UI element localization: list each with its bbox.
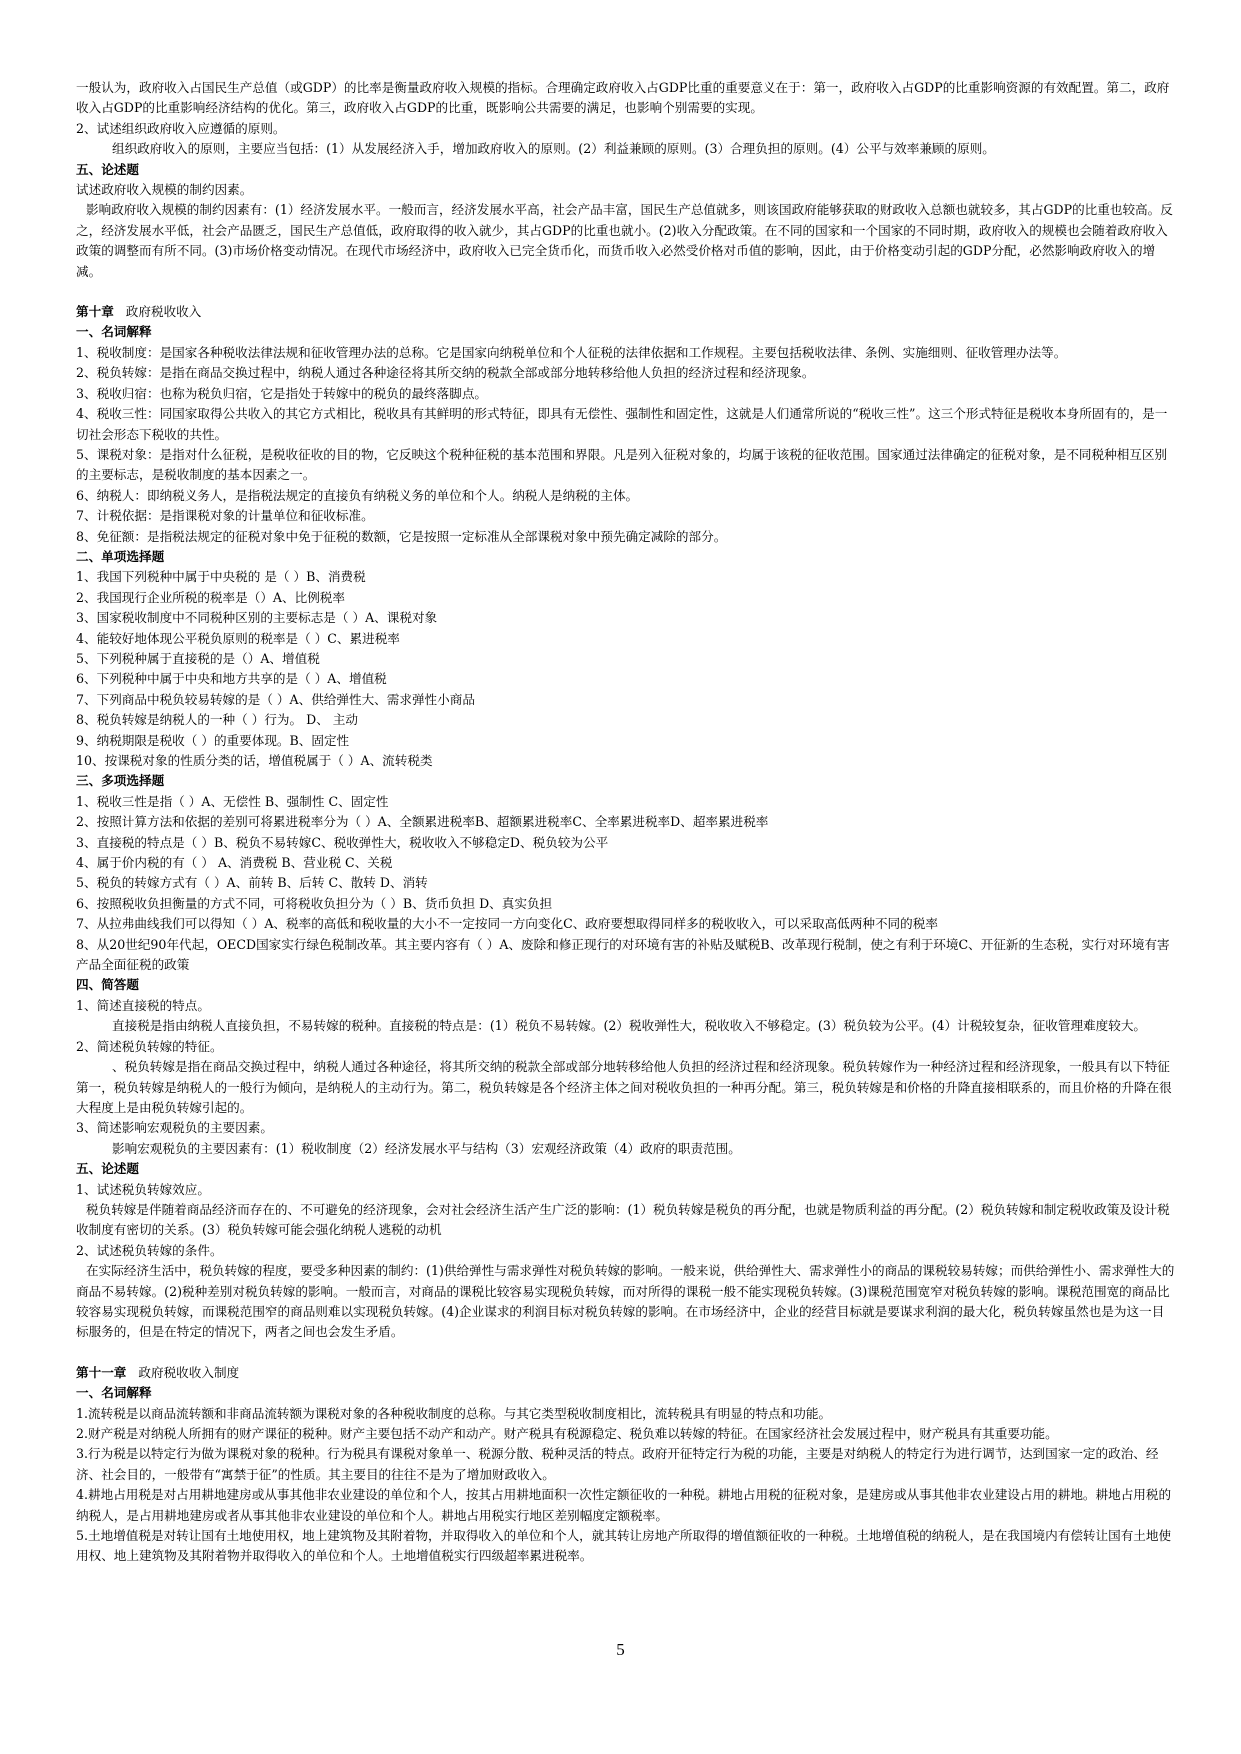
chapter-11-heading <box>76 1363 1175 1383</box>
page-number: 5 <box>616 1640 625 1659</box>
ch10-term-item: 7、计税依据：是指课税对象的计量单位和征收标准。 <box>76 508 374 524</box>
ch10-multi-choice-item: 4、属于价内税的有（ ） A、消费税 B、营业税 C、关税 <box>76 855 393 871</box>
essay-answer: 影响政府收入规模的制约因素有：(1）经济发展水平。一般而言，经济发展水平高，社会产品丰富，国民生产总值就多，则该国政府能够获取的财政收入总额也就较多，其占GDP的比重也较高。反之，经济发展水平低，社会产品匮乏，国民生产总值低，政府取得的收入就少，其占GDP的比重也就小。(2)收入分配政策。在不同的国家和一个国家的不同时期，政府收入的规模也会随着政府收入政策的调整而有所不同。(3)市场价格变动情况。在现代市场经济中，政府收入已完全货币化，而货币收入必然受价格对币值的影响，因此，由于价格变动引起的GDP分配，必然影响政府收入的增减。 <box>76 202 1173 279</box>
ch10-short-answer-1: 直接税是指由纳税人直接负担，不易转嫁的税种。直接税的特点是：(1）税负不易转嫁。(2）税收弹性大，税收收入不够稳定。(3）税负较为公平。(4）计税较复杂，征收管理难度较大。 <box>112 1018 1147 1034</box>
ch10-short-question-3: 3、简述影响宏观税负的主要因素。 <box>76 1120 273 1136</box>
ch10-section-multi-choice: 三、多项选择题 <box>76 773 165 789</box>
ch10-single-choice-item: 9、纳税期限是税收（ ）的重要体现。B、固定性 <box>76 732 350 748</box>
ch10-single-choice-item: 1、我国下列税种中属于中央税的 是（ ）B、消费税 <box>76 569 366 585</box>
ch10-multi-choice-item: 3、直接税的特点是（ ）B、税负不易转嫁C、税收弹性大，税收收入不够稳定D、税负较为公平 <box>76 834 609 850</box>
chapter-11-title: 政府税收收入制度 <box>138 1364 240 1380</box>
ch11-term-item: 4.耕地占用税是对占用耕地建房或从事其他非农业建设的单位和个人，按其占用耕地面积一次性定额征收的一种税。耕地占用税的征税对象，是建房或从事其他非农业建设占用的耕地。耕地占用税的纳税人，是占用耕地建房或者从事其他非农业建设的单位和个人。耕地占用税实行地区差别幅度定额税率。 <box>76 1487 1172 1523</box>
question-2: 2、试述组织政府收入应遵循的原则。 <box>76 120 286 136</box>
ch10-single-choice-item: 7、下列商品中税负较易转嫁的是（ ）A、供给弹性大、需求弹性小商品 <box>76 691 475 707</box>
chapter-10-title: 政府税收收入 <box>125 304 202 320</box>
ch10-short-answer-2: 、税负转嫁是指在商品交换过程中，纳税人通过各种途径，将其所交纳的税款全部或部分地转移给他人负担的经济过程和经济现象。税负转嫁作为一种经济过程和经济现象，一般具有以下特征 第一，税负转嫁是纳税人的一般行为倾向，是纳税人的主动行为。第二，税负转嫁是各个经济主体之间对税收负担的一种再分配。第三，税负转嫁是和价格的升降直接相联系的，而且价格的升降在很大程度上是由税负转嫁引起的。 <box>76 1059 1172 1115</box>
answer-2: 组织政府收入的原则，主要应当包括：(1）从发展经济入手，增加政府收入的原则。(2）利益兼顾的原则。(3）合理负担的原则。(4）公平与效率兼顾的原则。 <box>112 141 995 157</box>
chapter-11-number: 第十一章 <box>76 1364 127 1380</box>
ch10-single-choice-item: 3、国家税收制度中不同税种区别的主要标志是（ ）A、课税对象 <box>76 610 438 626</box>
ch10-single-choice-item: 10、按课税对象的性质分类的话，增值税属于（ ）A、流转税类 <box>76 753 433 768</box>
ch10-term-item: 8、免征额：是指税法规定的征税对象中免于征税的数额，它是按照一定标准从全部课税对象中预先确定减除的部分。 <box>76 528 727 544</box>
ch10-single-choice-item: 4、能较好地体现公平税负原则的税率是（ ）C、累进税率 <box>76 630 400 646</box>
ch10-multi-choice-item: 6、按照税收负担衡量的方式不同，可将税收负担分为（ ）B、货币负担 D、真实负担 <box>76 895 553 911</box>
ch10-term-item: 3、税收归宿：也称为税负归宿，它是指处于转嫁中的税负的最终落脚点。 <box>76 385 488 401</box>
ch10-short-answer-3: 影响宏观税负的主要因素有：(1）税收制度（2）经济发展水平与结构（3）宏观经济政策（4）政府的职责范围。 <box>112 1140 741 1156</box>
ch10-essay-question-2: 2、试述税负转嫁的条件。 <box>76 1242 223 1258</box>
ch11-term-item: 2.财产税是对纳税人所拥有的财产课征的税种。财产主要包括不动产和动产。财产税具有税源稳定、税负难以转嫁的特征。在国家经济社会发展过程中，财产税具有其重要功能。 <box>76 1426 1058 1441</box>
ch10-multi-choice-item: 2、按照计算方法和依据的差别可将累进税率分为（ ）A、全额累进税率B、超额累进税率C、全率累进税率D、超率累进税率 <box>76 814 769 830</box>
chapter-10-heading <box>76 302 1175 322</box>
ch10-essay-answer-1: 税负转嫁是伴随着商品经济而存在的、不可避免的经济现象，会对社会经济生活产生广泛的影响：(1）税负转嫁是税负的再分配，也就是物质利益的再分配。(2）税负转嫁和制定税收政策及设计税收制度有密切的关系。(3）税负转嫁可能会强化纳税人逃税的动机 <box>76 1201 1170 1238</box>
ch10-term-item: 5、课税对象：是指对什么征税，是税收征收的目的物，它反映这个税种征税的基本范围和界限。凡是列入征税对象的，均属于该税的征收范围。国家通过法律确定的征税对象，是不同税种相互区别的主要标志，是税收制度的基本因素之一。 <box>76 446 1168 483</box>
ch10-term-item: 4、税收三性：同国家取得公共收入的其它方式相比，税收具有其鲜明的形式特征，即具有无偿性、强制性和固定性，这就是人们通常所说的“税收三性”。这三个形式特征是税收本身所固有的，是一切社会形态下税收的共性。 <box>76 406 1168 442</box>
ch10-short-question-1: 1、简述直接税的特点。 <box>76 997 210 1013</box>
ch10-essay-question-1: 1、试述税负转嫁效应。 <box>76 1181 210 1197</box>
ch10-single-choice-item: 6、下列税种中属于中央和地方共享的是（ ）A、增值税 <box>76 671 387 687</box>
ch10-section-single-choice: 二、单项选择题 <box>76 548 165 564</box>
spacer <box>76 1343 1175 1363</box>
ch10-single-choice-item: 5、下列税种属于直接税的是（）A、增值税 <box>76 650 320 666</box>
chapter-10-number: 第十章 <box>76 304 114 320</box>
ch10-short-question-2: 2、简述税负转嫁的特征。 <box>76 1038 223 1054</box>
ch10-essay-answer-2: 在实际经济生活中，税负转嫁的程度，要受多种因素的制约：(1)供给弹性与需求弹性对税负转嫁的影响。一般来说，供给弹性大、需求弹性小的商品的课税较易转嫁；而供给弹性小、需求弹性大的商品不易转嫁。(2)税种差别对税负转嫁的影响。一般而言，对商品的课税比较容易实现税负转嫁，而对所得的课税一般不能实现税负转嫁。(3)课税范围宽窄对税负转嫁的影响。课税范围宽的商品比较容易实现税负转嫁，而课税范围窄的商品则难以实现税负转嫁。(4)企业谋求的利润目标对税负转嫁的影响。在市场经济中，企业的经营目标就是要谋求利润的最大化，税负转嫁虽然也是为这一目标服务的，但是在特定的情况下，两者之间也会发生矛盾。 <box>76 1263 1175 1340</box>
section-heading-essay: 五、论述题 <box>76 161 139 177</box>
ch10-section-short-answer: 四、简答题 <box>76 977 139 993</box>
ch10-single-choice-item: 2、我国现行企业所税的税率是（）A、比例税率 <box>76 589 345 605</box>
ch10-multi-choice-item: 5、税负的转嫁方式有（ ）A、前转 B、后转 C、散转 D、消转 <box>76 875 428 891</box>
ch10-multi-choice-item: 1、税收三性是指（ ）A、无偿性 B、强制性 C、固定性 <box>76 793 389 809</box>
essay-question: 试述政府收入规模的制约因素。 <box>76 182 253 198</box>
ch10-section-essay: 五、论述题 <box>76 1161 139 1177</box>
intro-paragraph: 一般认为，政府收入占国民生产总值（或GDP）的比率是衡量政府收入规模的指标。合理确定政府收入占GDP比重的重要意义在于：第一，政府收入占GDP的比重影响资源的有效配置。第二，政府收入占GDP的比重影响经济结构的优化。第三，政府收入占GDP的比重，既影响公共需要的满足，也影响个别需要的实现。 <box>76 80 1170 116</box>
ch10-multi-choice-item: 8、从20世纪90年代起，OECD国家实行绿色税制改革。其主要内容有（ ）A、废除和修正现行的对环境有害的补贴及赋税B、改革现行税制，使之有利于环境C、开征新的生态税，实行对环境有害产品全面征税的政策 <box>76 936 1170 973</box>
ch10-single-choice-item: 8、税负转嫁是纳税人的一种（ ）行为。 D、 主动 <box>76 712 358 728</box>
ch10-term-item: 2、税负转嫁：是指在商品交换过程中，纳税人通过各种途径将其所交纳的税款全部或部分地转移给他人负担的经济过程和经济现象。 <box>76 365 815 381</box>
ch10-term-item: 6、纳税人：即纳税义务人，是指税法规定的直接负有纳税义务的单位和个人。纳税人是纳税的主体。 <box>76 487 639 503</box>
ch11-term-item: 1.流转税是以商品流转额和非商品流转额为课税对象的各种税收制度的总称。与其它类型税收制度相比，流转税具有明显的特点和功能。 <box>76 1405 832 1421</box>
spacer <box>76 282 1175 302</box>
ch11-term-item: 3.行为税是以特定行为做为课税对象的税种。行为税具有课税对象单一、税源分散、税种灵活的特点。政府开征特定行为税的功能，主要是对纳税人的特定行为进行调节，达到国家一定的政治、经济、社会目的，一般带有“寓禁于征”的性质。其主要目的往往不是为了增加财政收入。 <box>76 1446 1159 1482</box>
ch10-multi-choice-item: 7、从拉弗曲线我们可以得知（ ）A、税率的高低和税收量的大小不一定按同一方向变化C、政府要想取得同样多的税收收入，可以采取高低两种不同的税率 <box>76 916 938 932</box>
ch11-term-item: 5.土地增值税是对转让国有土地使用权，地上建筑物及其附着物，并取得收入的单位和个人，就其转让房地产所取得的增值额征收的一种税。土地增值税的纳税人，是在我国境内有偿转让国有土地使用权、地上建筑物及其附着物并取得收入的单位和个人。土地增值税实行四级超率累进税率。 <box>76 1528 1172 1564</box>
ch10-term-item: 1、税收制度：是国家各种税收法律法规和征收管理办法的总称。它是国家向纳税单位和个人征税的法律依据和工作规程。主要包括税收法律、条例、实施细则、征收管理办法等。 <box>76 344 1067 360</box>
ch11-section-terms: 一、名词解释 <box>76 1385 152 1401</box>
ch10-section-terms: 一、名词解释 <box>76 324 152 340</box>
